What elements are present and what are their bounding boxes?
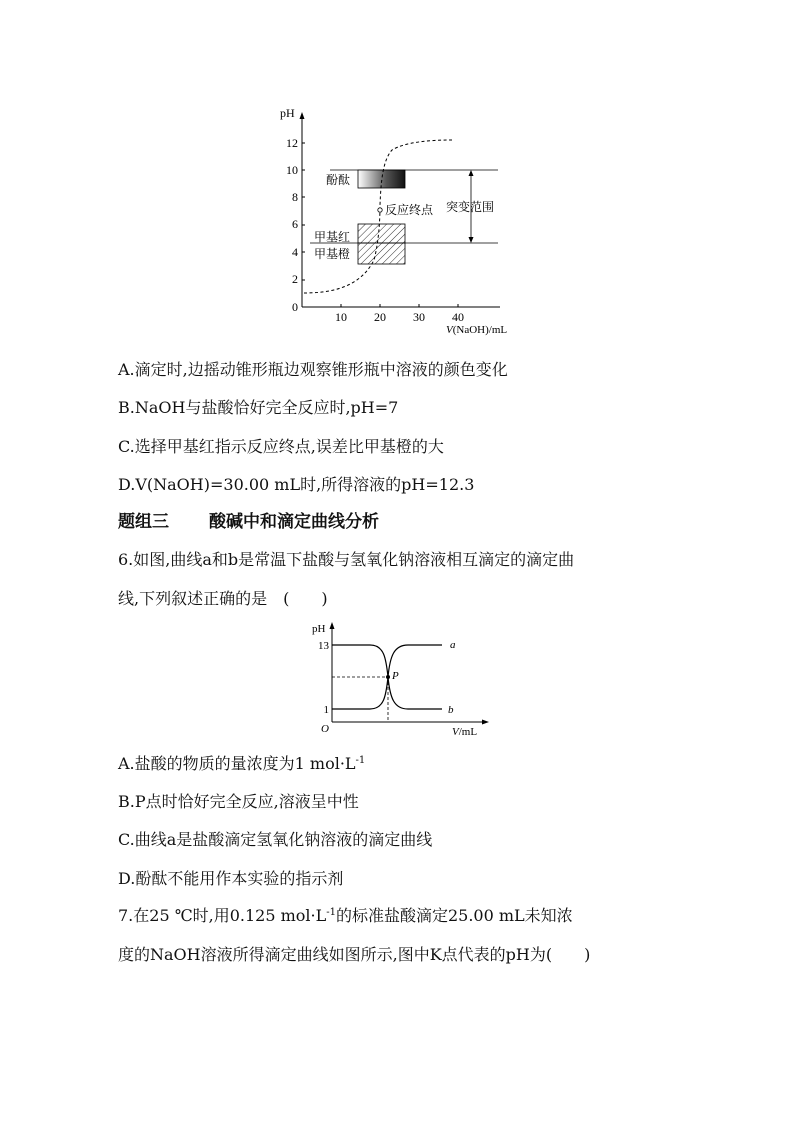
y-tick-12: 12: [286, 136, 298, 150]
methyl-orange-range-box: [358, 243, 405, 264]
endpoint-marker: [378, 208, 382, 212]
option-5b: B.NaOH与盐酸恰好完全反应时,pH=7: [118, 398, 399, 417]
y-tick-6: 6: [292, 217, 298, 231]
methyl-red-range-box: [358, 224, 405, 243]
question-6-line-1: 6.如图,曲线a和b是常温下盐酸与氢氧化钠溶液相互滴定的滴定曲: [118, 550, 575, 569]
y-tick-10: 10: [286, 163, 298, 177]
option-5c: C.选择甲基红指示反应终点,误差比甲基橙的大: [118, 437, 444, 456]
x-tick-10: 10: [335, 310, 347, 324]
titration-figure-2: [300, 618, 500, 742]
question-7-line-2: 度的NaOH溶液所得滴定曲线如图所示,图中K点代表的pH为( ): [118, 945, 591, 964]
fig2-y-axis-label: pH: [312, 623, 326, 635]
fig2-curve-b-label: b: [448, 704, 454, 716]
y-tick-8: 8: [292, 190, 298, 204]
titration-figure-1: [270, 100, 530, 340]
methyl-red-label: 甲基红: [314, 230, 351, 244]
option-6a: A.盐酸的物质的量浓度为1 $mol\cdot L^{-1}$: [118, 754, 366, 773]
methyl-orange-label: 甲基橙: [314, 247, 351, 261]
endpoint-label: 反应终点: [385, 203, 434, 217]
fig2-point-p: [386, 675, 390, 679]
option-5d: D.V(NaOH)=30.00 mL时,所得溶液的pH=12.3: [118, 475, 475, 494]
y-axis-arrow: [300, 112, 305, 119]
jump-range-label: 突变范围: [446, 200, 495, 214]
section-header: [118, 511, 379, 533]
y-tick-4: 4: [292, 245, 298, 259]
phenolphthalein-label: 酚酞: [326, 173, 351, 187]
fig2-point-p-label: P: [392, 670, 399, 682]
x-tick-20: 20: [374, 310, 386, 324]
x-tick-labels: [335, 310, 464, 324]
y-tick-0: 0: [292, 300, 298, 314]
question-7-line-1: 7.在25 ℃时,用0.125 $mol\cdot L^{-1}$的标准盐酸滴定25.00 mL未知浓: [118, 906, 573, 925]
section-number: 题组三: [118, 512, 169, 532]
x-tick-40: 40: [452, 310, 464, 324]
fig2-x-axis-label: V/mL: [452, 726, 478, 738]
fig2-y-tick-1: 1: [323, 704, 329, 716]
x-tick-30: 30: [413, 310, 425, 324]
section-title: 酸碱中和滴定曲线分析: [209, 512, 379, 532]
x-axis-label: V(NaOH)/mL: [446, 324, 508, 336]
y-tick-labels: [286, 136, 298, 314]
y-axis-label: pH: [280, 106, 295, 120]
question-6-line-2: 线,下列叙述正确的是 ( ): [118, 589, 328, 608]
y-tick-2: 2: [292, 272, 298, 286]
option-6c: C.曲线a是盐酸滴定氢氧化钠溶液的滴定曲线: [118, 830, 433, 849]
option-6d: D.酚酞不能用作本实验的指示剂: [118, 869, 344, 888]
fig2-origin-label: O: [321, 723, 329, 735]
fig2-y-tick-13: 13: [318, 640, 329, 652]
option-6b: B.P点时恰好完全反应,溶液呈中性: [118, 792, 359, 811]
fig2-curve-a-label: a: [450, 639, 456, 651]
option-5a: A.滴定时,边摇动锥形瓶边观察锥形瓶中溶液的颜色变化: [118, 360, 508, 379]
